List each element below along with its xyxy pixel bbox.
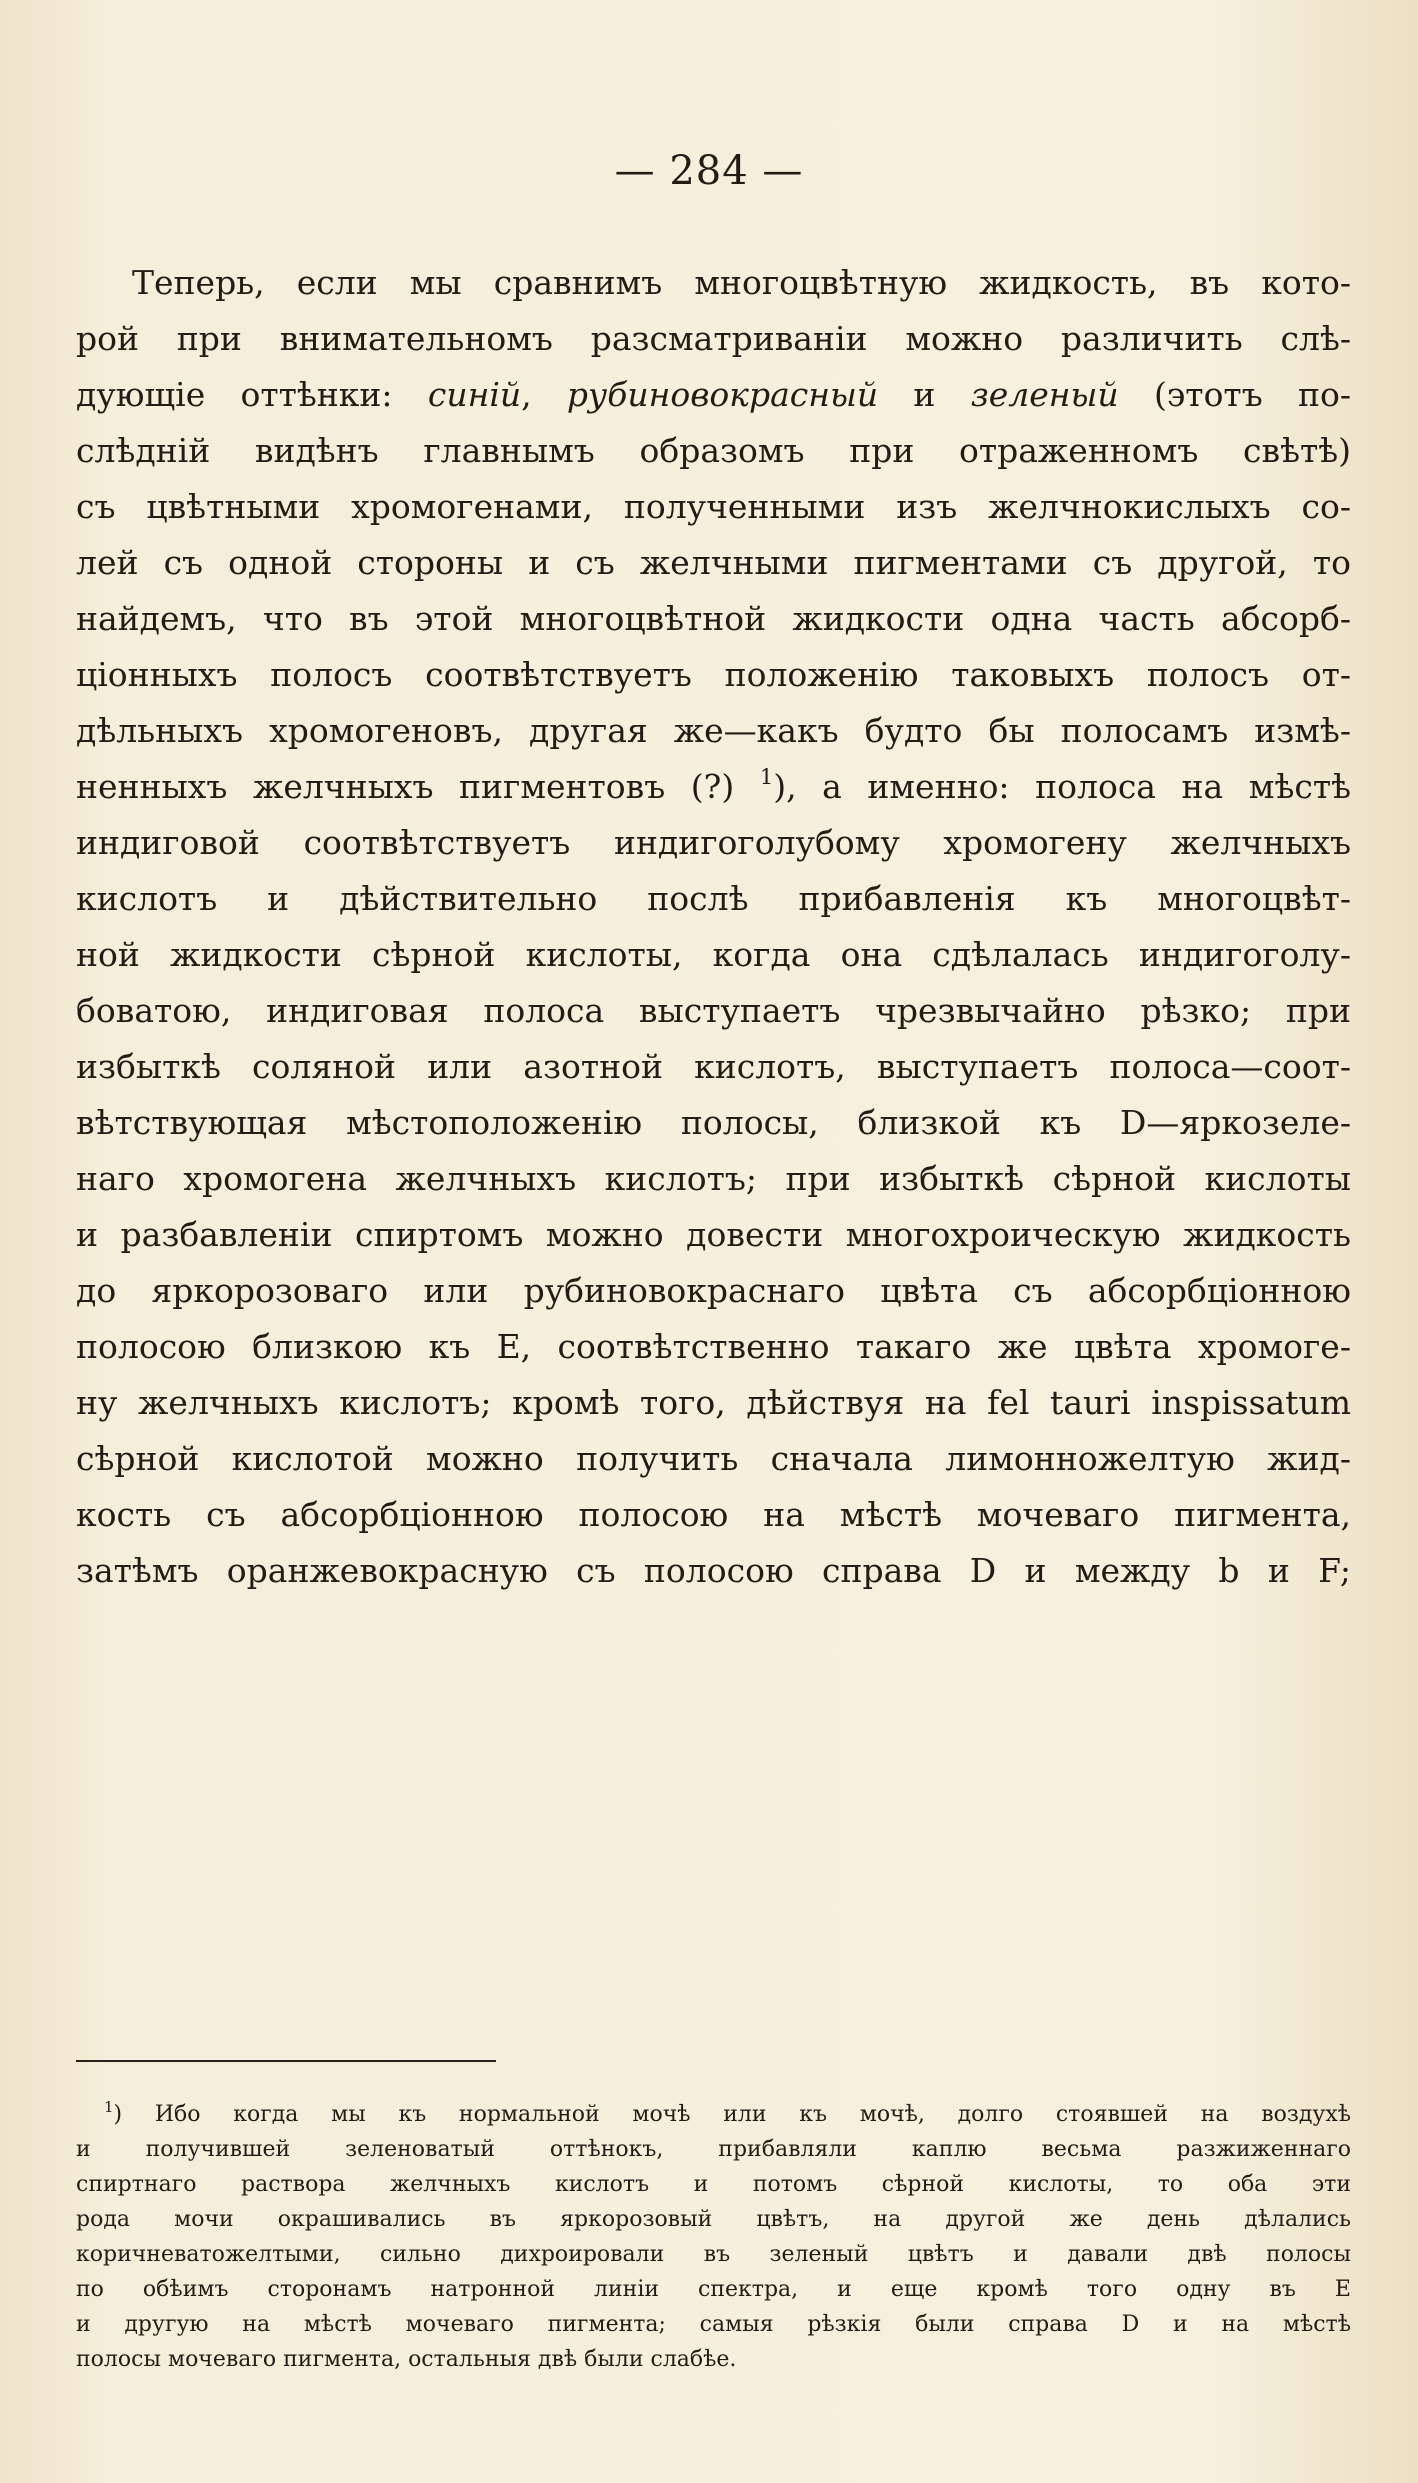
footnote-line: и другую на мѣстѣ мочеваго пигмента; самыя рѣзкiя были справа D и на мѣстѣ (76, 2312, 1351, 2337)
body-line: Теперь, если мы сравнимъ многоцвѣтную жидкость, въ кото- (132, 263, 1351, 302)
body-line: избыткѣ соляной или азотной кислотъ, выступаетъ полоса—соот- (76, 1047, 1351, 1086)
body-line: вѣтствующая мѣстоположенiю полосы, близкой къ D—яркозеле- (76, 1103, 1351, 1142)
body-line: ненныхъ желчныхъ пигментовъ (?) $^1$), а именно: полоса на мѣстѣ (76, 765, 1351, 806)
footnote-divider (76, 2060, 496, 2062)
body-line: до яркорозоваго или рубиновокраснаго цвѣта съ абсорбцiонною (76, 1271, 1351, 1310)
footnote-line: спиртнаго раствора желчныхъ кислотъ и потомъ сѣрной кислоты, то оба эти (76, 2172, 1351, 2197)
body-line: наго хромогена желчныхъ кислотъ; при избыткѣ сѣрной кислоты (76, 1159, 1351, 1198)
body-line: слѣднiй видѣнъ главнымъ образомъ при отраженномъ свѣтѣ) (76, 431, 1351, 470)
footnote-line: по обѣимъ сторонамъ натронной линiи спектра, и еще кромѣ того одну въ Е (76, 2277, 1351, 2302)
body-line: полосою близкою къ Е, соотвѣтственно такаго же цвѣта хромоге- (76, 1327, 1351, 1366)
body-line: ну желчныхъ кислотъ; кромѣ того, дѣйствуя на fel tauri inspissatum (76, 1383, 1351, 1422)
body-line: цiонныхъ полосъ соотвѣтствуетъ положенiю таковыхъ полосъ от- (76, 655, 1351, 694)
body-line: ной жидкости сѣрной кислоты, когда она сдѣлалась индигоголу- (76, 935, 1351, 974)
body-line: боватою, индиговая полоса выступаетъ чрезвычайно рѣзко; при (76, 991, 1351, 1030)
body-line: индиговой соотвѣтствуетъ индигоголубому хромогену желчныхъ (76, 823, 1351, 862)
footnote-line: полосы мочеваго пигмента, остальныя двѣ были слабѣе. (76, 2347, 737, 2372)
body-line: найдемъ, что въ этой многоцвѣтной жидкости одна часть абсорб- (76, 599, 1351, 638)
body-line: кислотъ и дѣйствительно послѣ прибавленiя къ многоцвѣт- (76, 879, 1351, 918)
body-line: и разбавленiи спиртомъ можно довести многохроическую жидкость (76, 1215, 1351, 1254)
footnote-line: и получившей зеленоватый оттѣнокъ, прибавляли каплю весьма разжиженнаго (76, 2137, 1351, 2162)
body-line: съ цвѣтными хромогенами, полученными изъ желчнокислыхъ со- (76, 487, 1351, 526)
footnote-line: коричневатожелтыми, сильно дихроировали въ зеленый цвѣтъ и давали двѣ полосы (76, 2242, 1351, 2267)
body-line: лей съ одной стороны и съ желчными пигментами съ другой, то (76, 543, 1351, 582)
page-number: — 284 — (614, 148, 804, 194)
body-line: затѣмъ оранжевокрасную съ полосою справа D и между b и F; (76, 1551, 1351, 1590)
footnotes (76, 2097, 1351, 2377)
body-line: дѣльныхъ хромогеновъ, другая же—какъ будто бы полосамъ измѣ- (76, 711, 1351, 750)
body-line: рой при внимательномъ разсматриванiи можно различить слѣ- (76, 319, 1351, 358)
footnote-line: $^1$) Ибо когда мы къ нормальной мочѣ или къ мочѣ, долго стоявшей на воздухѣ (104, 2098, 1351, 2127)
body-line: дующiе оттѣнки: синiй, рубиновокрасный и зеленый (этотъ по- (76, 375, 1351, 414)
body-text (76, 255, 1351, 1599)
footnote-line: рода мочи окрашивались въ яркорозовый цвѣтъ, на другой же день дѣлались (76, 2207, 1351, 2232)
body-line: сѣрной кислотой можно получить сначала лимонножелтую жид- (76, 1439, 1351, 1478)
body-line: кость съ абсорбцiонною полосою на мѣстѣ мочеваго пигмента, (76, 1495, 1351, 1534)
